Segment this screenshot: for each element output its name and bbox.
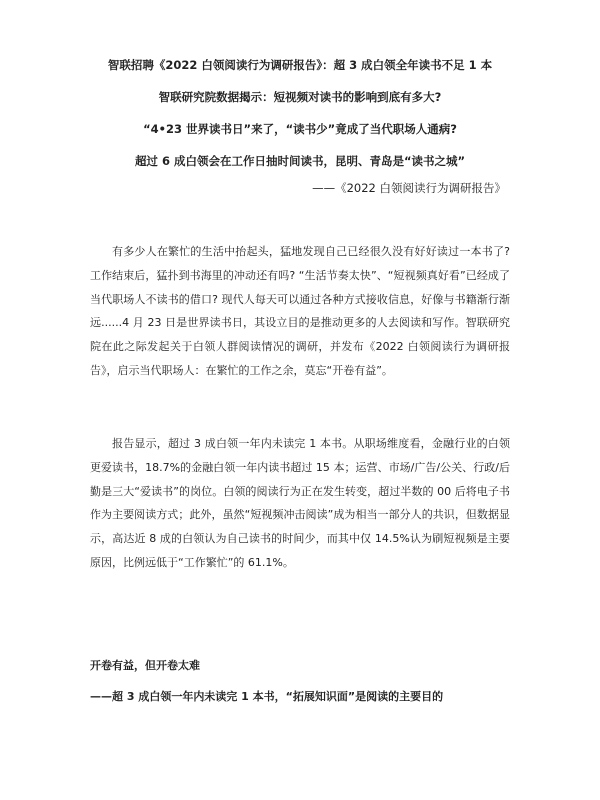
body-paragraph-2: 报告显示，超过 3 成白领一年内未读完 1 本书。从职场维度看，金融行业的白领更爱读书，18.7%的金融白领一年内读书超过 15 本；运营、市场/广告/公关、行政/后勤是三大“爱读书”的岗位。白领的阅读行为正在发生转变，超过半数的 00 后将电子书作为主要阅读方式；此外，虽然“短视频冲击阅读”成为相当一部分人的共识，但数据显示，高达近 8 成的白领认为自己读书的时间少，而其中仅 14.5%认为刷短视频是主要原因，比例远低于“工作繁忙”的 61.1%。 [90,437,510,569]
headline-3: “4•23 世界读书日”来了，“读书少”竟成了当代职场人通病? [143,122,457,136]
headline-1: 智联招聘《2022 白领阅读行为调研报告》：超 3 成白领全年读书不足 1 本 [107,58,493,72]
section-heading: 开卷有益，但开卷太难 [90,659,200,672]
body-paragraph-1: 有多少人在繁忙的生活中抬起头，猛地发现自己已经很久没有好好读过一本书了? 工作结束后，猛扑到书海里的冲动还有吗? “生活节奏太快”、“短视频真好看”已经成了当代职场人不读书的借口? 现代人每天可以通过各种方式接收信息，好像与书籍渐行渐远......4 月 23 日是世界读书日，其设立目的是推动更多的人去阅读和写作。智联研究院在此之际发起关于白领人群阅读情况的调研，并发布《2022 白领阅读行为调研报告》，启示当代职场人：在繁忙的工作之余，莫忘“开卷有益”。 [90,245,510,377]
source-citation: ——《2022 白领阅读行为调研报告》 [312,181,506,195]
section-subheading: ——超 3 成白领一年内未读完 1 本书，“拓展知识面”是阅读的主要目的 [90,690,444,703]
headline-2: 智联研究院数据揭示：短视频对读书的影响到底有多大? [158,90,442,104]
headline-4: 超过 6 成白领会在工作日抽时间读书，昆明、青岛是“读书之城” [134,154,466,168]
